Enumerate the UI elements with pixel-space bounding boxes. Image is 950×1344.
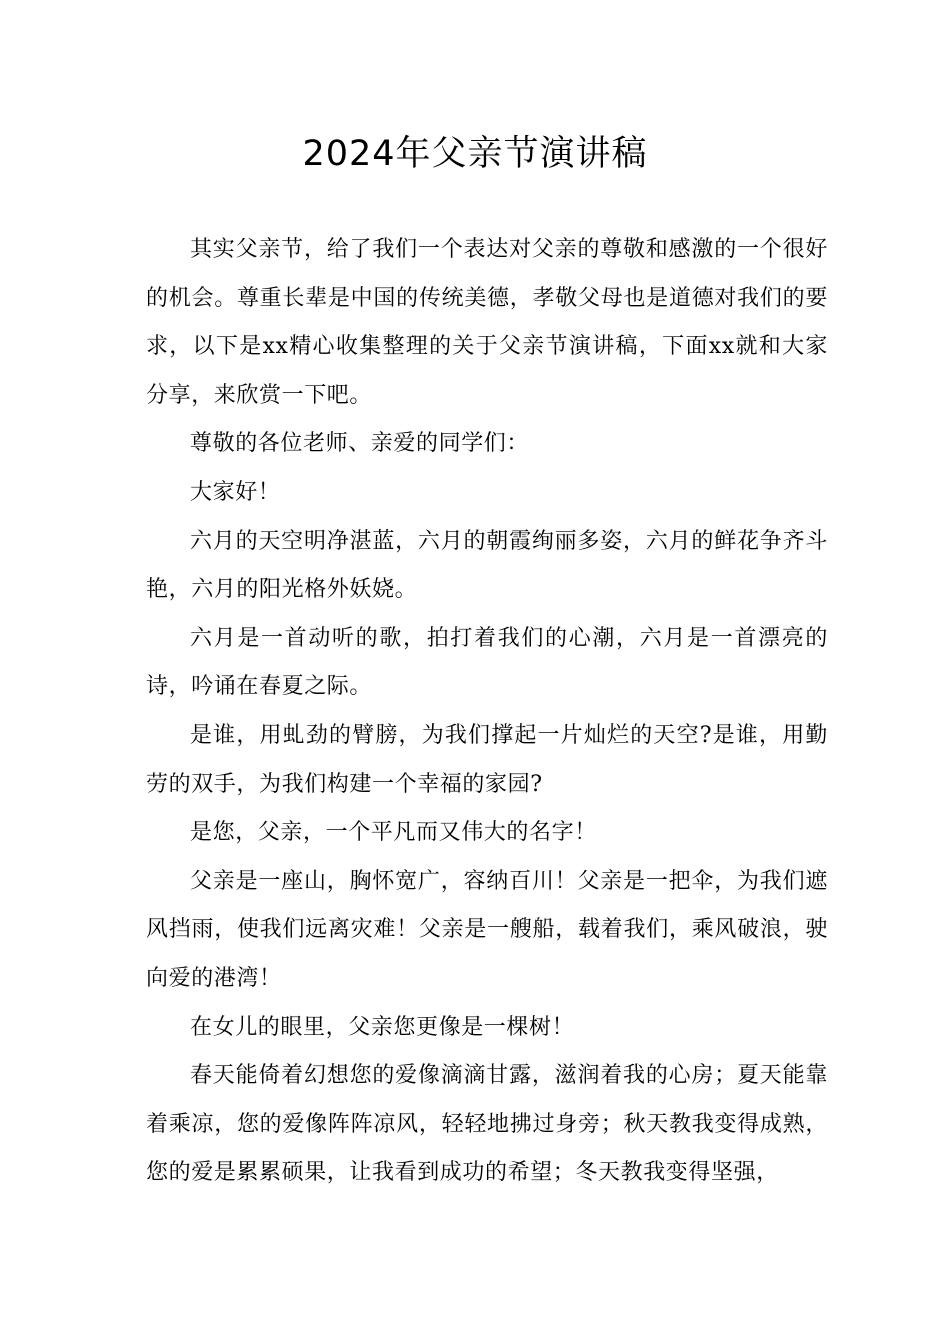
paragraph-june-song: 六月是一首动听的歌，拍打着我们的心潮，六月是一首漂亮的诗，吟诵在春夏之际。: [146, 625, 828, 700]
paragraph-salutation: 尊敬的各位老师、亲爱的同学们：: [190, 431, 530, 457]
paragraph-who: 是谁，用虬劲的臂膀，为我们撑起一片灿烂的天空?是谁，用勤劳的双手，为我们构建一个幸福的家园?: [146, 722, 828, 797]
paragraph-daughter-eyes: 在女儿的眼里，父亲您更像是一棵树！: [190, 1014, 575, 1040]
paragraph-father-mountain: 父亲是一座山，胸怀宽广，容纳百川！父亲是一把伞，为我们遮风挡雨，使我们远离灾难！父亲是一艘船，载着我们，乘风破浪，驶向爱的港湾！: [146, 868, 828, 991]
paragraph-june-sky: 六月的天空明净湛蓝，六月的朝霞绚丽多姿，六月的鲜花争齐斗艳，六月的阳光格外妖娆。: [146, 528, 828, 603]
document-body: [146, 226, 828, 1198]
paragraph-greeting: 大家好！: [190, 479, 281, 505]
paragraph-seasons: 春天能倚着幻想您的爱像滴滴甘露，滋润着我的心房；夏天能靠着乘凉，您的爱像阵阵凉风，轻轻地拂过身旁；秋天教我变得成熟，您的爱是累累硕果，让我看到成功的希望；冬天教我变得坚强，: [146, 1063, 828, 1186]
paragraph-intro: 其实父亲节，给了我们一个表达对父亲的尊敬和感激的一个很好的机会。尊重长辈是中国的传统美德，孝敬父母也是道德对我们的要求，以下是xx精心收集整理的关于父亲节演讲稿，下面xx就和大家分享，来欣赏一下吧。: [146, 237, 828, 408]
paragraph-it-is-you: 是您，父亲，一个平凡而又伟大的名字！: [190, 820, 597, 846]
document-title: 2024年父亲节演讲稿: [302, 134, 648, 174]
